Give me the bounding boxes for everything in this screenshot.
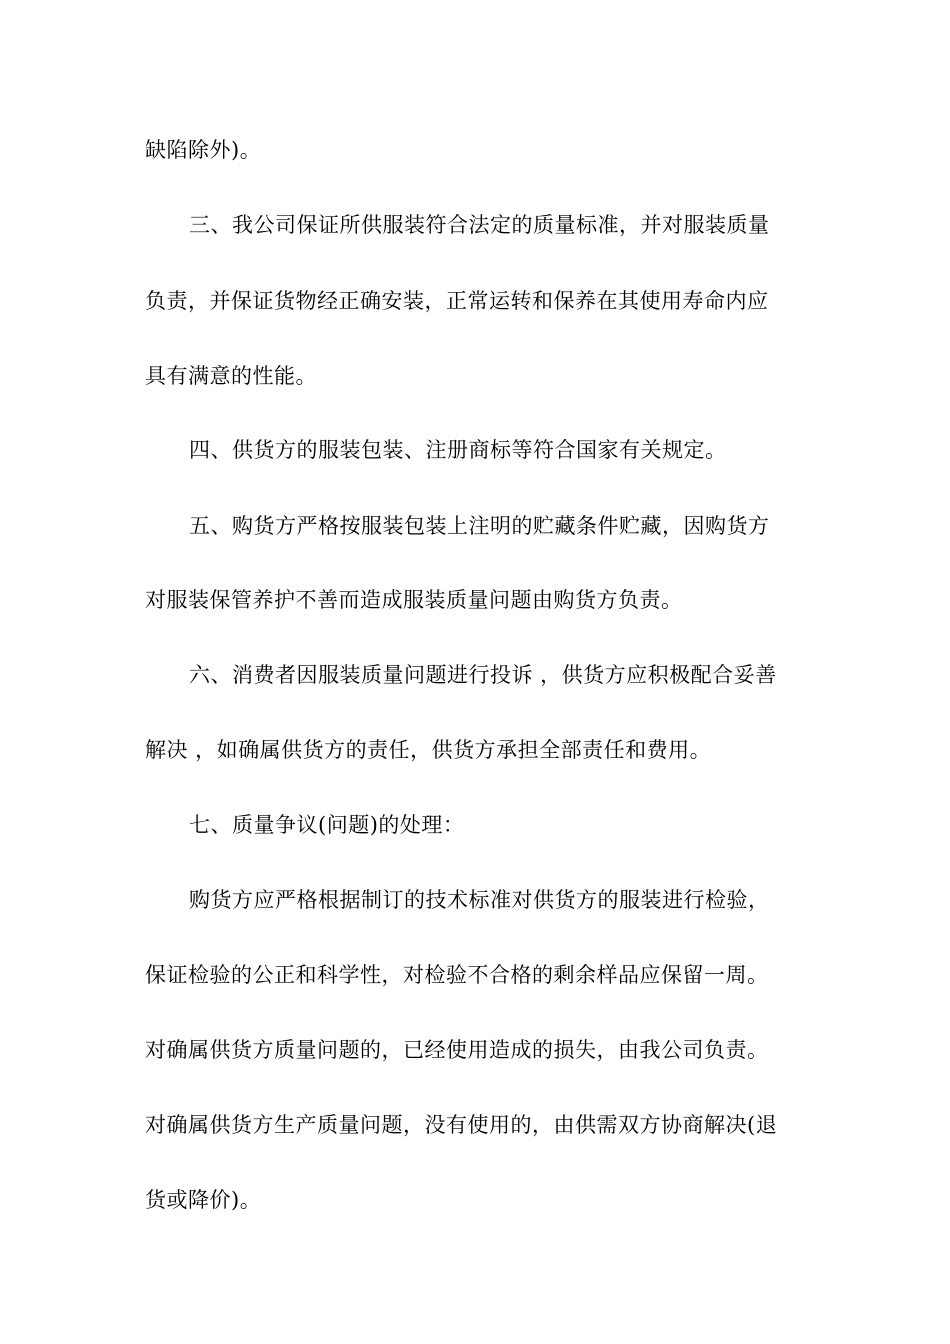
text-line: 对服装保管养护不善而造成服装质量问题由购货方负责。 xyxy=(145,588,683,612)
text-line: 保证检验的公正和科学性，对检验不合格的剩余样品应保留一周。 xyxy=(145,963,769,987)
paragraph-first-line: 六、消费者因服装质量问题进行投诉 ，供货方应积极配合妥善 xyxy=(189,663,777,687)
text-line: 货或降价)。 xyxy=(145,1188,262,1212)
text-line: 对确属供货方生产质量问题，没有使用的，由供需双方协商解决(退 xyxy=(145,1113,778,1137)
paragraph-first-line: 三、我公司保证所供服装符合法定的质量标准，并对服装质量 xyxy=(189,213,770,237)
text-line: 具有满意的性能。 xyxy=(145,364,317,388)
paragraph-first-line: 七、质量争议(问题)的处理： xyxy=(189,813,465,837)
text-line: 对确属供货方质量问题的，已经使用造成的损失，由我公司负责。 xyxy=(145,1038,769,1062)
paragraph-first-line: 五、购货方严格按服装包装上注明的贮藏条件贮藏，因购货方 xyxy=(189,514,770,538)
paragraph-first-line: 四、供货方的服装包装、注册商标等符合国家有关规定。 xyxy=(189,438,727,462)
paragraph-first-line: 购货方应严格根据制订的技术标准对供货方的服装进行检验， xyxy=(189,888,770,912)
text-line: 缺陷除外)。 xyxy=(145,138,262,162)
text-line: 负责，并保证货物经正确安装，正常运转和保养在其使用寿命内应 xyxy=(145,289,769,313)
text-line: 解决 ，如确属供货方的责任，供货方承担全部责任和费用。 xyxy=(145,738,712,762)
